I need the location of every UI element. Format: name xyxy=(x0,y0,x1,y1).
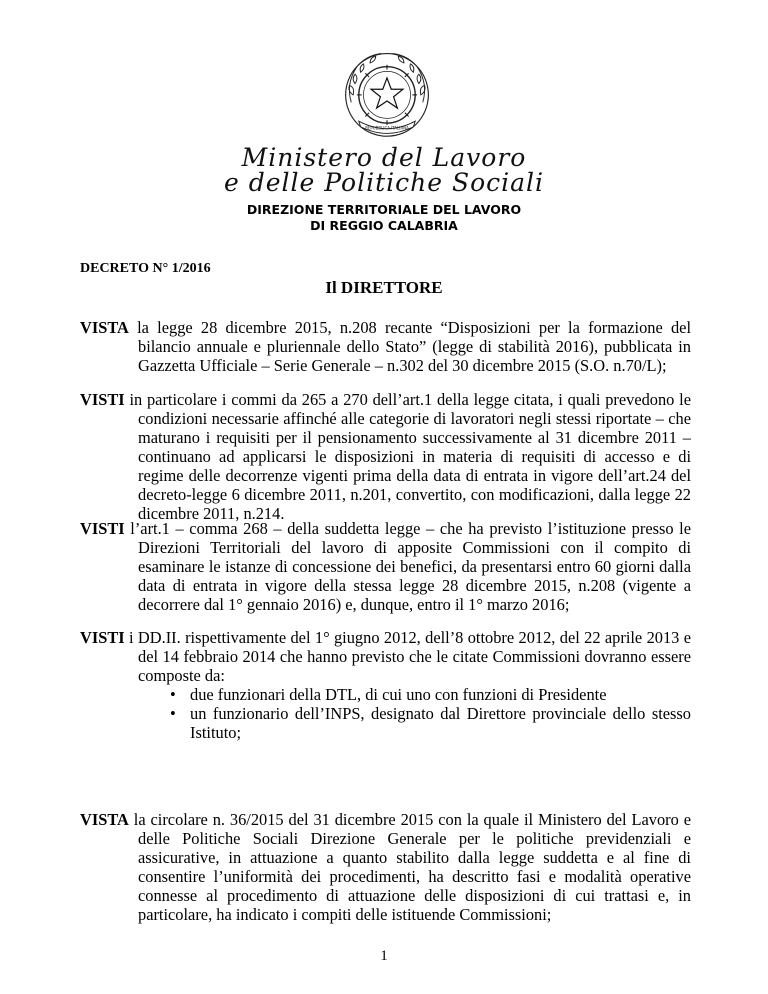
paragraph-visti-commi xyxy=(80,390,691,523)
paragraph-first-line xyxy=(80,628,691,647)
paragraph-first-line-text: l’art.1 – comma 268 – della suddetta legge – che ha previsto l’istituzione presso le xyxy=(124,519,691,538)
decree-number: DECRETO N° 1/2016 xyxy=(80,261,211,276)
paragraph-visti-comma-268 xyxy=(80,519,691,614)
paragraph-first-line-text: la legge 28 dicembre 2015, n.208 recante “Disposizioni per la formazione del xyxy=(128,318,691,337)
paragraph-keyword: VISTI xyxy=(80,390,125,409)
paragraph-keyword: VISTI xyxy=(80,628,125,647)
paragraph-body: del 14 febbraio 2014 che hanno previsto che le citate Commissioni dovranno essere composte da: xyxy=(138,647,691,685)
page-number: 1 xyxy=(380,948,388,964)
ministry-name-line1: Ministero del Lavoro xyxy=(241,143,527,172)
paragraph-body: Direzioni Territoriali del lavoro di apposite Commissioni con il compito di esaminare le istanze di concessione dei benefici, da presentarsi entro 60 giorni dalla data di entrata in vigore della stessa legge 28 dicembre 2015, n.208 (vigente a decorrere dal 1° gennaio 2016) e, dunque, entro il 1° marzo 2016; xyxy=(138,538,691,614)
office-name-line1: DIREZIONE TERRITORIALE DEL LAVORO xyxy=(246,202,522,217)
paragraph-first-line xyxy=(80,318,691,337)
list-item: • due funzionari della DTL, di cui uno con funzioni di Presidente xyxy=(170,685,691,704)
paragraph-first-line xyxy=(80,810,691,829)
paragraph-first-line-text: i DD.II. rispettivamente del 1° giugno 2012, dell’8 ottobre 2012, del 22 aprile 2013 e xyxy=(124,628,691,647)
office-name-line2: DI REGGIO CALABRIA xyxy=(310,218,458,233)
ministry-name-line2: e delle Politiche Sociali xyxy=(223,168,545,197)
paragraph-vista-circolare xyxy=(80,810,691,924)
paragraph-keyword: VISTA xyxy=(80,810,129,829)
paragraph-body: bilancio annuale e pluriennale dello Stato” (legge di stabilità 2016), pubblicata in Gazzetta Ufficiale – Serie Generale – n.302 del 30 dicembre 2015 (S.O. n.70/L); xyxy=(138,337,691,375)
paragraph-body: condizioni necessarie affinché alle categorie di lavoratori negli stessi riportate – che maturano i requisiti per il pensionamento successivamente al 31 dicembre 2011 – continuano ad applicarsi le disposizioni in materia di requisiti di accesso e di regime delle decorrenze vigenti prima della data di entrata in vigore dell’art.24 del decreto-legge 6 dicembre 2011, n.201, convertito, con modificazioni, dalla legge 22 dicembre 2011, n.214. xyxy=(138,409,691,523)
paragraph-first-line xyxy=(80,519,691,538)
paragraph-first-line-text: in particolare i commi da 265 a 270 dell’art.1 della legge citata, i quali prevedono le xyxy=(124,390,691,409)
italian-republic-emblem-icon xyxy=(340,46,434,140)
paragraph-visti-dd-ii xyxy=(80,628,691,742)
svg-text:REPUBBLICA ITALIANA: REPUBBLICA ITALIANA xyxy=(365,125,409,131)
commission-composition-list xyxy=(80,685,691,742)
director-title: Il DIRETTORE xyxy=(325,278,443,297)
paragraph-keyword: VISTA xyxy=(80,318,129,337)
paragraph-first-line xyxy=(80,390,691,409)
paragraph-vista-legge xyxy=(80,318,691,375)
paragraph-first-line-text: la circolare n. 36/2015 del 31 dicembre 2015 con la quale il Ministero del Lavoro e xyxy=(128,810,691,829)
paragraph-keyword: VISTI xyxy=(80,519,125,538)
paragraph-body: delle Politiche Sociali Direzione Generale per le politiche previdenziali e assicurative, in attuazione a quanto stabilito dalla legge suddetta e al fine di consentire l’uniformità dei procedimenti, ha descritto fasi e modalità operative connesse al procedimento di attuazione delle disposizioni di cui trattasi e, in particolare, ha indicato i compiti delle istituende Commissioni; xyxy=(138,829,691,924)
list-item: • un funzionario dell’INPS, designato dal Direttore provinciale dello stesso Istituto; xyxy=(170,704,691,742)
